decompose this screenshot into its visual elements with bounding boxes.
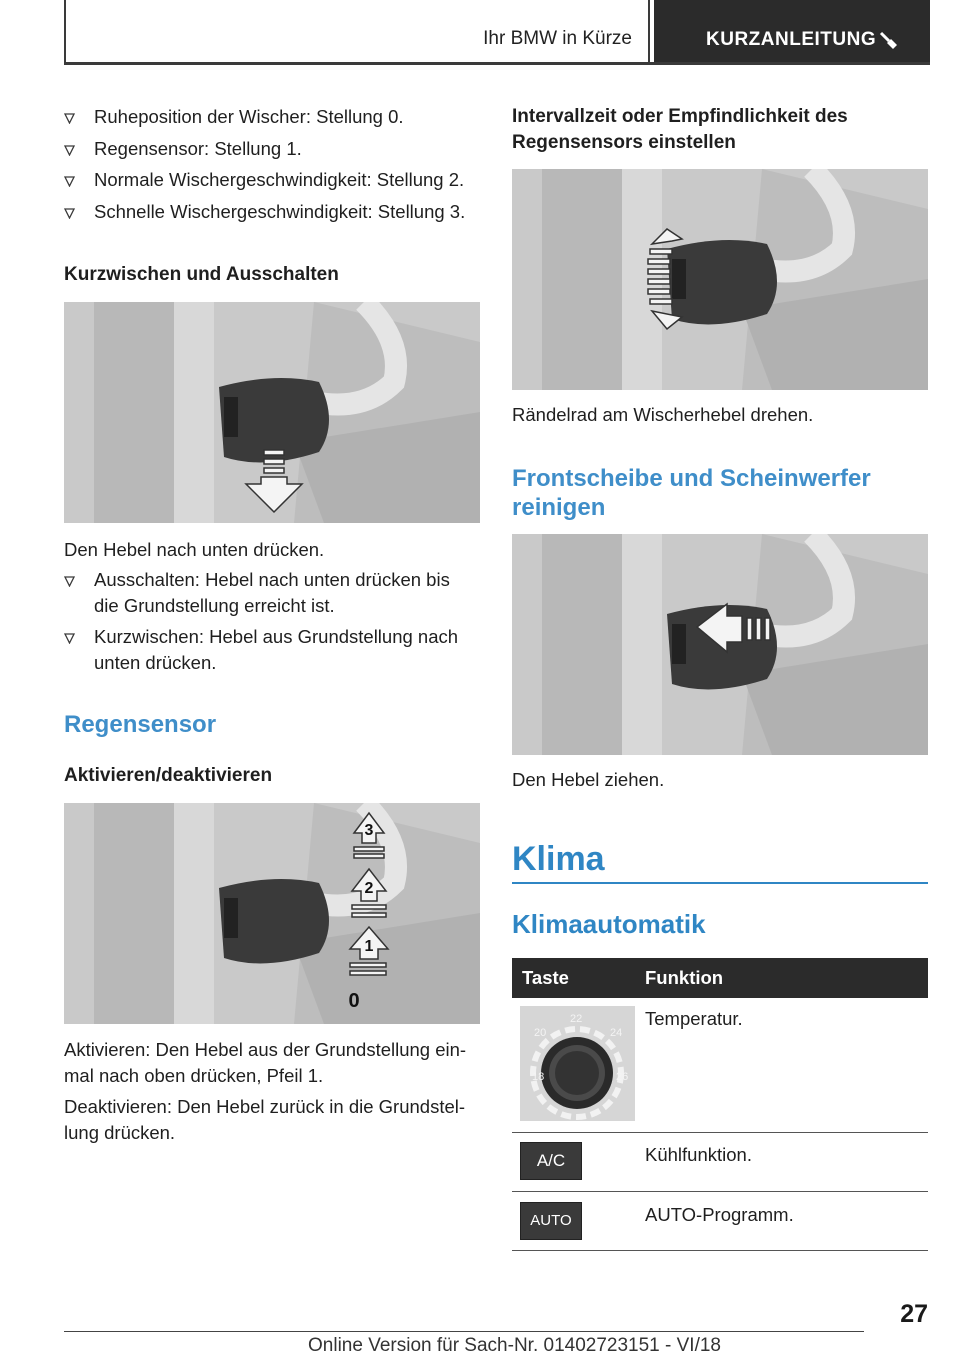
triangle-bullet-icon (64, 633, 75, 644)
heading-regensensor: Regensensor (64, 711, 217, 738)
triangle-bullet-icon (64, 145, 75, 156)
heading-line: Frontscheibe und Scheinwerfer (512, 465, 871, 492)
temperature-dial-icon (520, 1006, 635, 1121)
caption-lever-down: Den Hebel nach unten drücken. (64, 539, 325, 560)
list-item (64, 199, 484, 225)
footer-rule (64, 1331, 864, 1332)
table-header-funktion: Funktion (645, 967, 724, 988)
triangle-bullet-icon (64, 113, 75, 124)
list-item (64, 104, 480, 130)
position-label-1: 1 (364, 938, 374, 955)
bullet-text-cont: die Grundstellung erreicht ist. (94, 595, 335, 616)
heading-frontscheibe (512, 464, 928, 522)
position-label-3: 3 (364, 822, 374, 839)
header-section-box (64, 0, 650, 64)
header-section-title: Ihr BMW in Kürze (483, 28, 632, 49)
list-item (64, 624, 480, 676)
dial-mark: 24 (610, 1027, 623, 1039)
bullet-text: Ruheposition der Wischer: Stellung 0. (94, 106, 404, 127)
dial-mark: 18 (532, 1071, 545, 1083)
heading-line: Regensensors einstellen (512, 132, 736, 153)
bullet-text: Normale Wischergeschwindigkeit: Stellung 2. (94, 169, 465, 190)
position-label-0: 0 (348, 990, 360, 1012)
header-chapter-title: KURZANLEITUNG (706, 29, 877, 50)
heading-klima-rule (512, 882, 928, 884)
header-rule (64, 62, 930, 65)
paragraph-aktivieren (64, 1037, 484, 1089)
table-cell-function: AUTO-Programm. (645, 1204, 794, 1225)
table-cell-function: Kühlfunktion. (645, 1144, 752, 1165)
ac-button-icon: A/C (520, 1142, 582, 1180)
heading-line: Intervallzeit oder Empfindlichkeit des (512, 106, 848, 127)
heading-aktivieren: Aktivieren/deaktivieren (64, 765, 273, 786)
caption-wheel: Rändelrad am Wischerhebel drehen. (512, 404, 814, 425)
triangle-bullet-icon (64, 576, 75, 587)
para-line: lung drücken. (64, 1122, 176, 1143)
dial-mark: 20 (534, 1027, 547, 1039)
para-line: mal nach oben drücken, Pfeil 1. (64, 1065, 324, 1086)
dial-mark: 26 (616, 1071, 629, 1083)
caption-pull: Den Hebel ziehen. (512, 769, 665, 790)
bullet-text: Regensensor: Stellung 1. (94, 138, 302, 159)
heading-line: reinigen (512, 494, 606, 521)
lever-pull-figure (512, 534, 928, 755)
knurled-wheel-figure (512, 169, 928, 390)
table-header-taste: Taste (522, 967, 569, 988)
triangle-bullet-icon (64, 176, 75, 187)
paragraph-deaktivieren (64, 1094, 484, 1146)
heading-klima: Klima (512, 840, 605, 878)
page-number: 27 (900, 1300, 928, 1328)
table-row-divider (512, 1250, 928, 1251)
bullet-text: Schnelle Wischergeschwindigkeit: Stellung 3. (94, 201, 466, 222)
table-row-divider (512, 1132, 928, 1133)
list-item (64, 136, 480, 162)
list-item (64, 567, 480, 619)
heading-klimaautomatik: Klimaautomatik (512, 909, 706, 939)
wiper-lever-positions-figure (64, 803, 480, 1024)
footer-online-version: Online Version für Sach-Nr. 01402723151 - VI/18 (308, 1335, 721, 1356)
bullet-text: Kurzwischen: Hebel aus Grundstellung nach (94, 626, 459, 647)
wiper-lever-down-figure (64, 302, 480, 523)
para-line: Deaktivieren: Den Hebel zurück in die Grundstel- (64, 1096, 466, 1117)
table-row-divider (512, 1191, 928, 1192)
heading-kurzwischen: Kurzwischen und Ausschalten (64, 264, 339, 285)
list-item (64, 167, 484, 193)
position-label-2: 2 (364, 880, 374, 897)
dial-mark: 22 (570, 1013, 583, 1025)
header-chapter-tab (654, 0, 930, 64)
auto-button-icon: AUTO (520, 1202, 582, 1240)
bullet-text-cont: unten drücken. (94, 652, 217, 673)
car-key-icon (878, 30, 900, 52)
table-header (512, 958, 928, 998)
para-line: Aktivieren: Den Hebel aus der Grundstellung ein- (64, 1039, 467, 1060)
table-cell-function: Temperatur. (645, 1008, 743, 1029)
triangle-bullet-icon (64, 208, 75, 219)
heading-intervallzeit (512, 104, 928, 156)
bullet-text: Ausschalten: Hebel nach unten drücken bis (94, 569, 450, 590)
